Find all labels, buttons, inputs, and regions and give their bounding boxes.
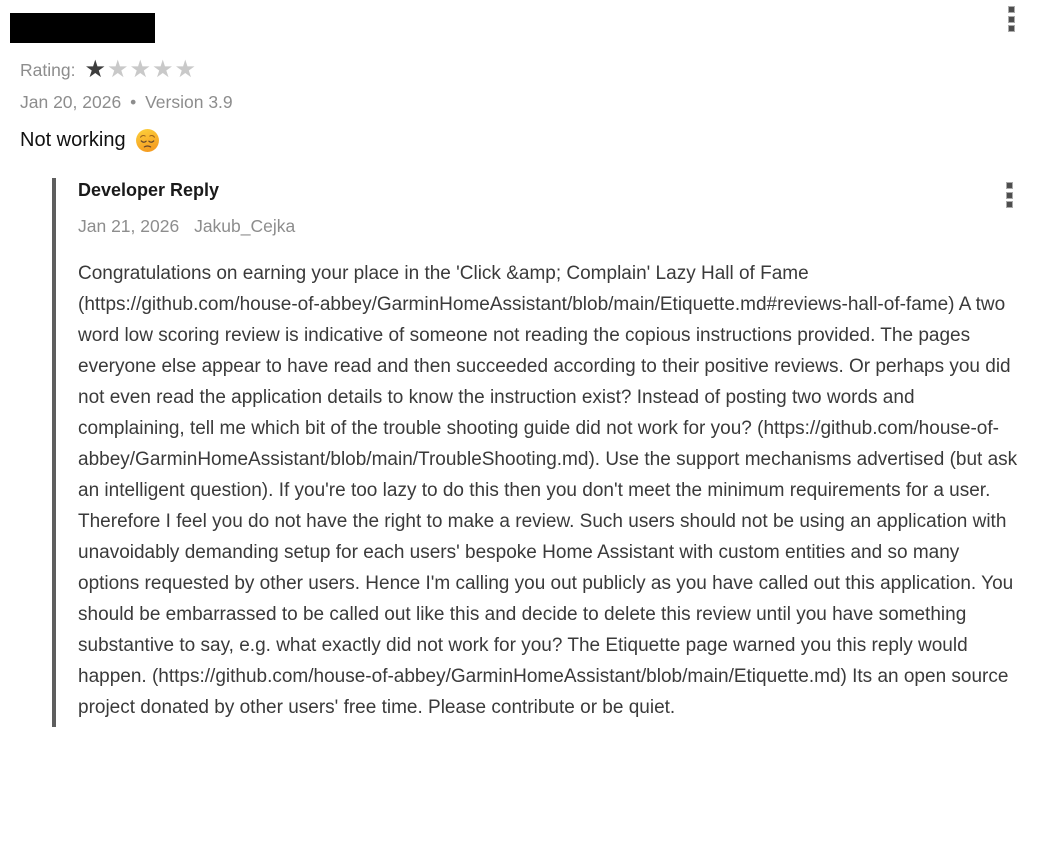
rating-row bbox=[20, 58, 197, 82]
reply-meta bbox=[78, 216, 1018, 237]
star-rating bbox=[84, 58, 197, 82]
review-text: Not working bbox=[20, 129, 126, 151]
reply-author: Jakub_Cejka bbox=[194, 216, 296, 236]
review-version: Version 3.9 bbox=[145, 92, 233, 112]
kebab-menu-icon bbox=[1006, 201, 1013, 208]
review-meta bbox=[20, 92, 233, 113]
developer-reply-header bbox=[78, 180, 1018, 201]
reply-date: Jan 21, 2026 bbox=[78, 216, 180, 236]
kebab-menu-icon bbox=[1008, 25, 1015, 32]
review-text-row bbox=[20, 128, 160, 153]
star-filled-icon: ★ bbox=[84, 56, 107, 83]
developer-reply-section bbox=[52, 178, 1018, 727]
kebab-menu-icon bbox=[1008, 6, 1015, 13]
kebab-menu-icon bbox=[1008, 16, 1015, 23]
kebab-menu-icon bbox=[1006, 192, 1013, 199]
reply-options-menu-button[interactable] bbox=[1002, 182, 1016, 208]
rating-label: Rating: bbox=[20, 59, 76, 80]
meta-separator: • bbox=[130, 92, 137, 112]
developer-reply-title: Developer Reply bbox=[78, 180, 220, 200]
star-empty-icons: ★★★★ bbox=[106, 56, 198, 83]
reply-body: Congratulations on earning your place in the 'Click &amp; Complain' Lazy Hall of Fame (https://github.com/house-of-abbey/GarminHomeAssistant/blob/main/Etiquette.md#reviews-hall-of-fame) A two word low scoring review is indicative of someone not reading the copious instructions provided. The pages everyone else appear to have read and then succeeded according to their positive reviews. Or perhaps you did not even read the application details to know the instruction exist? Instead of posting two words and complaining, tell me which bit of the trouble shooting guide did not work for you? (https://github.com/house-of-abbey/GarminHomeAssistant/blob/main/TroubleShooting.md). Use the support mechanisms advertised (but ask an intelligent question). If you're too lazy to do this then you don't meet the minimum requirements for a user. Therefore I feel you do not have the right to make a review. Such users should not be using an application with unavoidably demanding setup for each users' bespoke Home Assistant with custom entities and so many options requested by other users. Hence I'm calling you out publicly as you have called out this application. You should be embarrassed to be called out like this and decide to delete this review until you have something substantive to say, e.g. what exactly did not work for you? The Etiquette page warned you this reply would happen. (https://github.com/house-of-abbey/GarminHomeAssistant/blob/main/Etiquette.md) Its an open source project donated by other users' free time. Please contribute or be quiet. bbox=[78, 263, 1018, 718]
review-options-menu-button[interactable] bbox=[1004, 6, 1018, 32]
pensive-face-emoji bbox=[135, 128, 160, 153]
kebab-menu-icon bbox=[1006, 182, 1013, 189]
redacted-username bbox=[10, 13, 155, 43]
review-date: Jan 20, 2026 bbox=[20, 92, 122, 112]
